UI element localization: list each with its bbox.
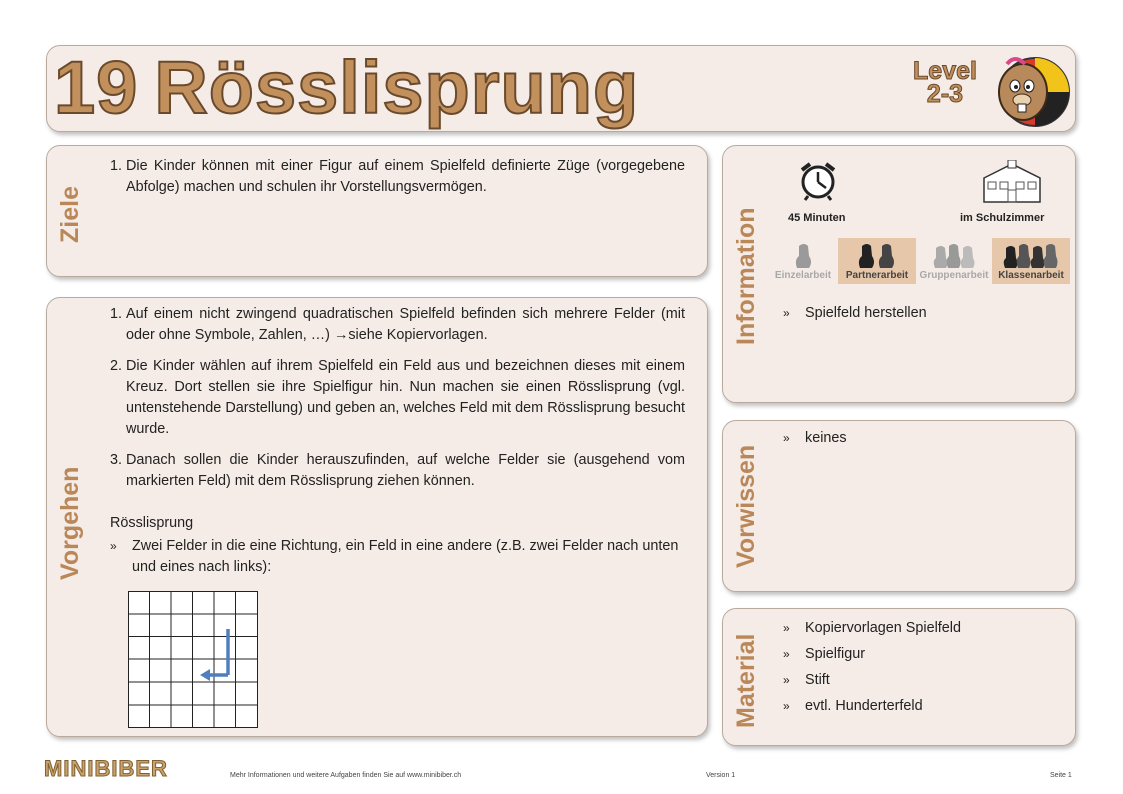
single-beaver-icon [791,242,817,270]
footer-info: Mehr Informationen und weitere Aufgaben finden Sie auf www.minibiber.ch [230,772,462,779]
work-form-einzelarbeit: Einzelarbeit [771,238,835,284]
work-form-gruppenarbeit: Gruppenarbeit [918,238,990,284]
ziele-label: Ziele [56,186,84,243]
list-item: 1. Die Kinder können mit einer Figur auf einem Spielfeld definierte Züge (vorgegebene Abfolge) machen und schulen ihr Vorstellungsvermögen. [110,158,685,195]
ziele-list [110,156,685,208]
minibiber-logo: MINIBIBER [44,756,168,781]
list-item: » Spielfigur [783,646,865,662]
two-beavers-icon [856,242,900,270]
schoolhouse-icon [980,160,1044,204]
vorgehen-list [110,304,685,502]
vorwissen-label: Vorwissen [732,444,760,568]
list-item: » Kopiervorlagen Spielfeld [783,620,961,636]
alarm-clock-icon [796,158,840,202]
vorgehen-label: Vorgehen [56,466,84,580]
list-item: 2. Die Kinder wählen auf ihrem Spielfeld ein Feld aus und bezeichnen dieses mit einem Kreuz. Dort stellen sie ihre Spielfigur hin. Nun machen sie einen Rösslisprung (vgl. untenstehende Darstellung) und geben an, welches Feld mit dem Rösslisprung besucht wurde. [110,358,685,437]
list-item: » Zwei Felder in die eine Richtung, ein Feld in eine andere (z.B. zwei Felder nach unten und eines nach links): [110,538,679,575]
level-range: 2-3 [926,80,964,108]
list-item: 3. Danach sollen die Kinder herauszufinden, auf welche Felder sie (ausgehend vom markierten Feld) mit dem Rösslisprung ziehen können. [110,452,685,489]
list-item: » Stift [783,672,830,688]
footer-page: Seite 1 [1050,772,1072,779]
beaver-mascot-icon [985,50,1071,130]
information-bullets [783,303,1063,329]
list-item: 1. Auf einem nicht zwingend quadratischen Spielfeld befinden sich mehrere Felder (mit oder ohne Symbole, Zahlen, …) →siehe Kopiervorlagen. [110,306,685,343]
level-word: Level [913,57,977,85]
task-number: 19 [54,46,139,129]
level-badge [910,57,980,108]
duration-text: 45 Minuten [788,212,846,224]
roesslisprung-heading: Rösslisprung [110,515,194,531]
vorwissen-bullets [783,428,1063,454]
work-form-klassenarbeit: Klassenarbeit [992,238,1070,284]
list-item: » evtl. Hunderterfeld [783,698,923,714]
list-item: » Spielfeld herstellen [783,305,927,321]
work-form-partnerarbeit: Partnerarbeit [838,238,916,284]
knight-move-grid [128,591,258,728]
roesslisprung-bullets [110,536,685,583]
list-item: » keines [783,430,847,446]
material-label: Material [732,633,760,728]
location-text: im Schulzimmer [960,212,1045,224]
beaver-class-icon [1002,242,1060,270]
material-bullets [783,618,1063,722]
task-title: Rösslisprung [154,46,640,129]
beaver-group-icon [932,242,978,270]
page-title [54,46,640,129]
information-label: Information [732,207,760,345]
footer-version: Version 1 [706,772,736,779]
